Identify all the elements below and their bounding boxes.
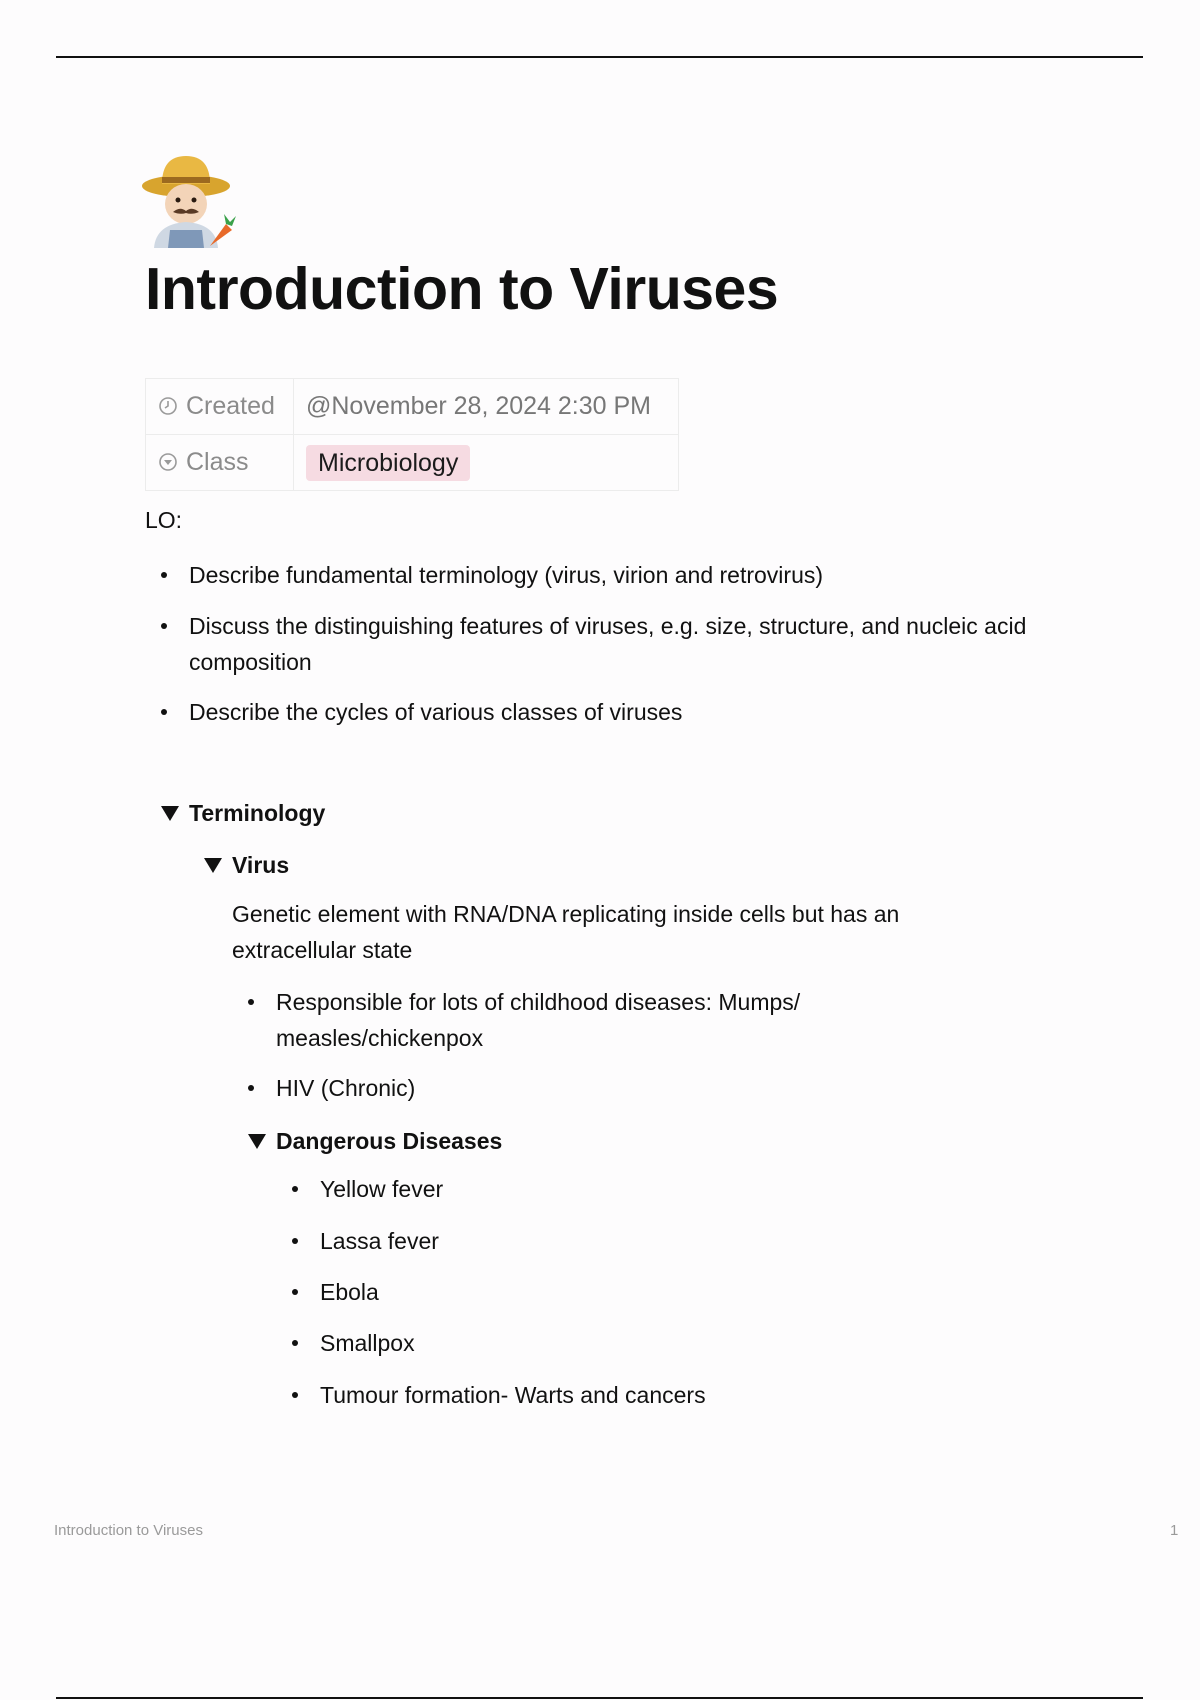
lo-label: LO: — [145, 507, 183, 533]
top-rule — [56, 56, 1143, 58]
lo-item — [189, 694, 1089, 730]
property-key-created — [146, 379, 294, 435]
lo-item — [189, 608, 1089, 680]
bullet-icon — [292, 1340, 298, 1346]
toggle-virus[interactable] — [232, 850, 289, 880]
select-icon — [158, 450, 178, 479]
bottom-rule — [56, 1697, 1143, 1699]
bullet-icon — [292, 1392, 298, 1398]
footer-title: Introduction to Viruses — [54, 1522, 203, 1539]
disease-item — [320, 1325, 1020, 1361]
disease-item — [320, 1377, 1020, 1413]
lo-item-text: Describe the cycles of various classes of viruses — [189, 699, 683, 725]
bullet-icon — [161, 572, 167, 578]
toggle-terminology[interactable] — [189, 798, 325, 828]
disease-item — [320, 1171, 1020, 1207]
created-date: @November 28, 2024 2:30 PM — [306, 392, 652, 420]
property-key-label: Class — [186, 447, 249, 476]
bullet-icon — [292, 1186, 298, 1192]
virus-item-text: Responsible for lots of childhood diseases: Mumps/ measles/chickenpox — [276, 989, 801, 1051]
property-key-class — [146, 435, 294, 491]
property-row-class — [146, 435, 679, 491]
bullet-icon — [248, 1085, 254, 1091]
bullet-icon — [161, 623, 167, 629]
toggle-label: Dangerous Diseases — [276, 1128, 503, 1154]
lo-item-text: Discuss the distinguishing features of viruses, e.g. size, structure, and nucleic acid composition — [189, 613, 1027, 675]
lo-item — [189, 557, 1089, 593]
disease-item-text: Tumour formation- Warts and cancers — [320, 1382, 706, 1408]
property-row-created — [146, 379, 679, 435]
class-tag[interactable]: Microbiology — [306, 445, 470, 481]
toggle-label: Virus — [232, 852, 290, 878]
toggle-triangle-icon[interactable] — [204, 858, 222, 873]
bullet-icon — [248, 999, 254, 1005]
toggle-triangle-icon[interactable] — [248, 1134, 266, 1149]
lo-item-text: Describe fundamental terminology (virus, virion and retrovirus) — [189, 562, 824, 588]
clock-icon — [158, 394, 178, 423]
toggle-label: Terminology — [189, 800, 326, 826]
property-value-created[interactable] — [294, 379, 679, 435]
disease-item — [320, 1223, 1020, 1259]
page-title: Introduction to Viruses — [145, 256, 779, 322]
disease-item-text: Lassa fever — [320, 1228, 439, 1254]
toggle-triangle-icon[interactable] — [161, 806, 179, 821]
disease-item-text: Smallpox — [320, 1330, 415, 1356]
properties-table — [145, 378, 679, 491]
disease-item-text: Ebola — [320, 1279, 379, 1305]
disease-item — [320, 1274, 1020, 1310]
farmer-emoji-icon — [140, 152, 240, 248]
property-value-class[interactable] — [294, 435, 679, 491]
bullet-icon — [292, 1289, 298, 1295]
toggle-dangerous-diseases[interactable] — [276, 1126, 502, 1156]
footer-page-number: 1 — [1170, 1522, 1179, 1539]
disease-item-text: Yellow fever — [320, 1176, 444, 1202]
virus-definition: Genetic element with RNA/DNA replicating inside cells but has an extracellular state — [232, 901, 900, 963]
bullet-icon — [161, 709, 167, 715]
bullet-icon — [292, 1238, 298, 1244]
virus-item — [276, 1070, 916, 1106]
property-key-label: Created — [186, 391, 275, 420]
virus-item — [276, 984, 916, 1056]
virus-item-text: HIV (Chronic) — [276, 1075, 416, 1101]
